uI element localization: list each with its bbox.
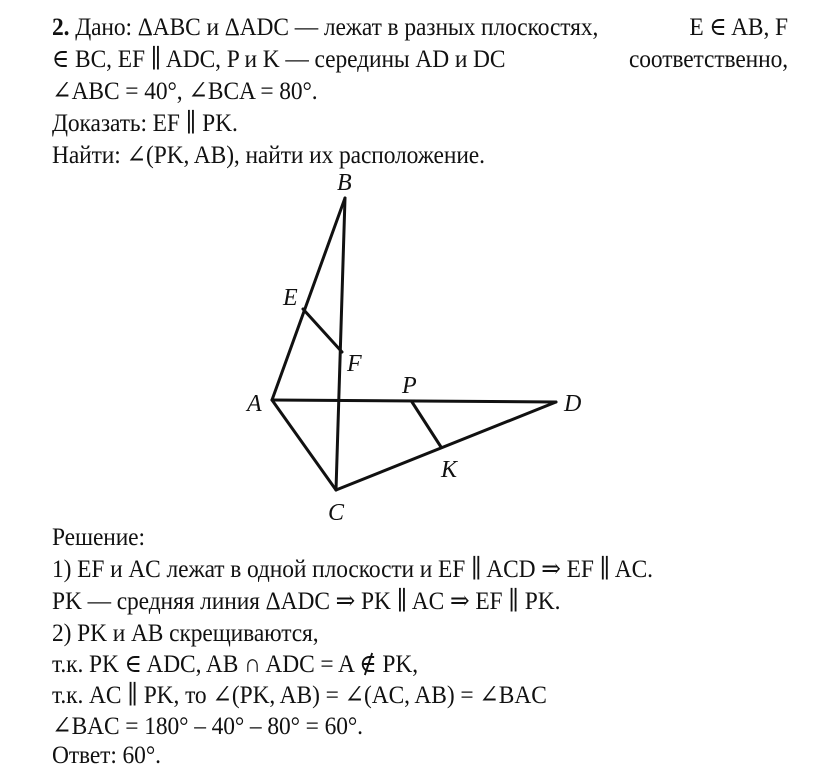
prove-statement: Доказать: EF ∥ PK. xyxy=(52,108,238,137)
solution-heading: Решение: xyxy=(52,522,145,551)
problem-number: 2. xyxy=(52,12,70,41)
solution-line-1: 1) EF и AC лежат в одной плоскости и EF ∥ ACD ⇒ EF ∥ AC. xyxy=(52,554,653,583)
segment-AD xyxy=(272,400,556,402)
segment-EF xyxy=(303,309,342,352)
segment-AC xyxy=(272,400,336,490)
solution-line-2: PK — средняя линия ΔADC ⇒ PK ∥ AC ⇒ EF ∥ PK. xyxy=(52,586,561,615)
label-F: F xyxy=(347,351,362,377)
label-A: A xyxy=(247,391,262,417)
solution-line-6: ∠BAC = 180° – 40° – 80° = 60°. xyxy=(52,711,363,740)
label-C: C xyxy=(328,500,345,526)
given-line-1-left: 2. Дано: ΔABC и ΔADC — лежат в разных плоскостях, xyxy=(52,12,599,41)
label-E: E xyxy=(283,285,298,311)
given-line-1-right: E ∈ AB, F xyxy=(689,12,788,41)
solution-line-3: 2) PK и AB скрещиваются, xyxy=(52,618,319,647)
label-D: D xyxy=(564,391,582,417)
find-statement: Найти: ∠(PK, AB), найти их расположение. xyxy=(52,140,485,169)
given-angles: ∠ABC = 40°, ∠BCA = 80°. xyxy=(52,76,318,105)
answer-line: Ответ: 60°. xyxy=(52,740,161,769)
label-P: P xyxy=(402,373,417,399)
given-line-2-left: ∈ BC, EF ∥ ADC, P и K — середины AD и DC xyxy=(52,44,506,73)
given-line-2-right: соответственно, xyxy=(628,44,788,73)
solution-line-5: т.к. AC ∥ PK, то ∠(PK, AB) = ∠(AC, AB) = ∠BAC xyxy=(52,680,547,709)
segment-PK xyxy=(412,402,441,447)
solution-line-4: т.к. PK ∈ ADC, AB ∩ ADC = A ∉ PK, xyxy=(52,649,418,678)
segment-BC xyxy=(336,198,345,490)
label-K: K xyxy=(441,457,458,483)
label-B: B xyxy=(337,170,352,196)
